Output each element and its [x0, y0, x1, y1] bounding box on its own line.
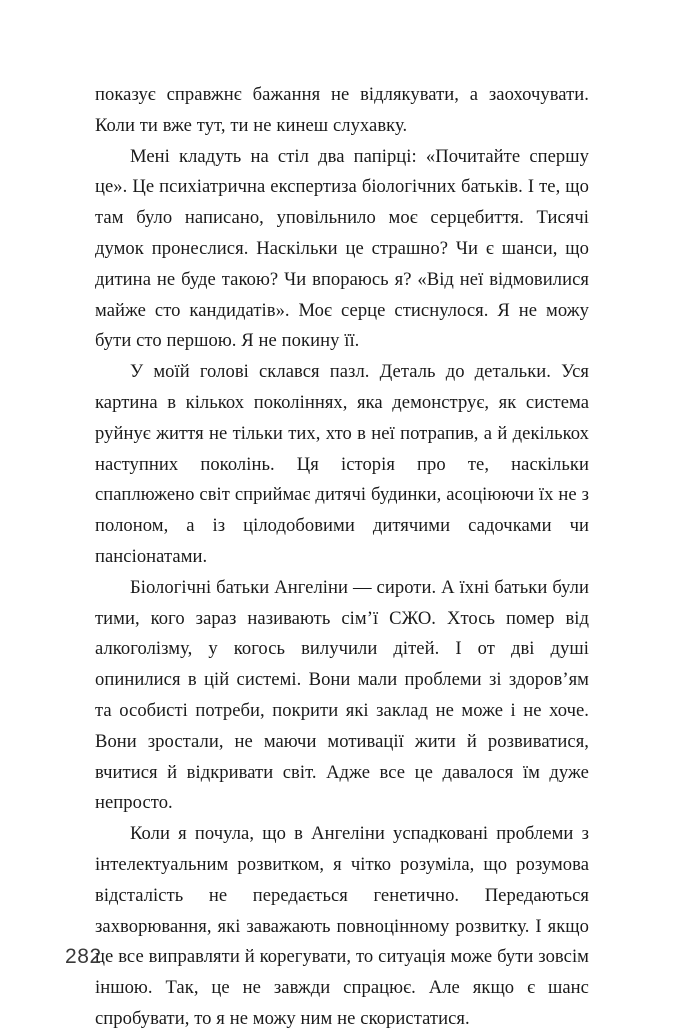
paragraph-1: показує справжнє бажання не відлякувати, а заохочувати. Коли ти вже тут, ти не кинеш слухавку. — [95, 84, 589, 136]
paragraph-2: Мені кладуть на стіл два папірці: «Почитайте спершу це». Це психіатрична експертиза біологічних батьків. І те, що там було написано, уповільнило моє серцебиття. Тисячі думок пронеслися. Наскільки це страшно? Чи є шанси, що дитина не буде такою? Чи впораюсь я? «Від неї відмовилися майже сто кандидатів». Моє серце стиснулося. Я не можу бути сто першою. Я не покину її. — [95, 145, 589, 352]
page-number: 282 — [65, 945, 102, 968]
paragraph-4: Біологічні батьки Ангеліни — сироти. А їхні батьки були тими, кого зараз називають сім’ї СЖО. Хтось помер від алкоголізму, у когось вилучили дітей. І от дві душі опинилися в цій системі. Вони мали проблеми зі здоров’ям та особисті потреби, покрити які заклад не може і не хоче. Вони зростали, не маючи мотивації жити й розвиватися, вчитися й відкривати світ. Адже все це давалося їм дуже непросто. — [95, 576, 589, 814]
paragraph-3: У моїй голові склався пазл. Деталь до детальки. Уся картина в кількох поколіннях, яка демонструє, як система руйнує життя не тільки тих, хто в неї потрапив, а й декількох наступних поколінь. Ця історія про те, наскільки спаплюжено світ сприймає дитячі будинки, асоціюючи їх не з полоном, а із цілодобовими дитячими садочками чи пансіонатами. — [95, 361, 589, 567]
page-text-block — [95, 80, 589, 1035]
paragraph-5: Коли я почула, що в Ангеліни успадковані проблеми з інтелектуальним розвитком, я чітко розуміла, що розумова відсталість не передається генетично. Передаються захворювання, які заважають повноцінному розвитку. І якщо це все виправляти й корегувати, то ситуація може бути зовсім іншою. Так, це не завжди спрацює. Але якщо є шанс спробувати, то я не можу ним не скористатися. — [95, 823, 589, 1029]
